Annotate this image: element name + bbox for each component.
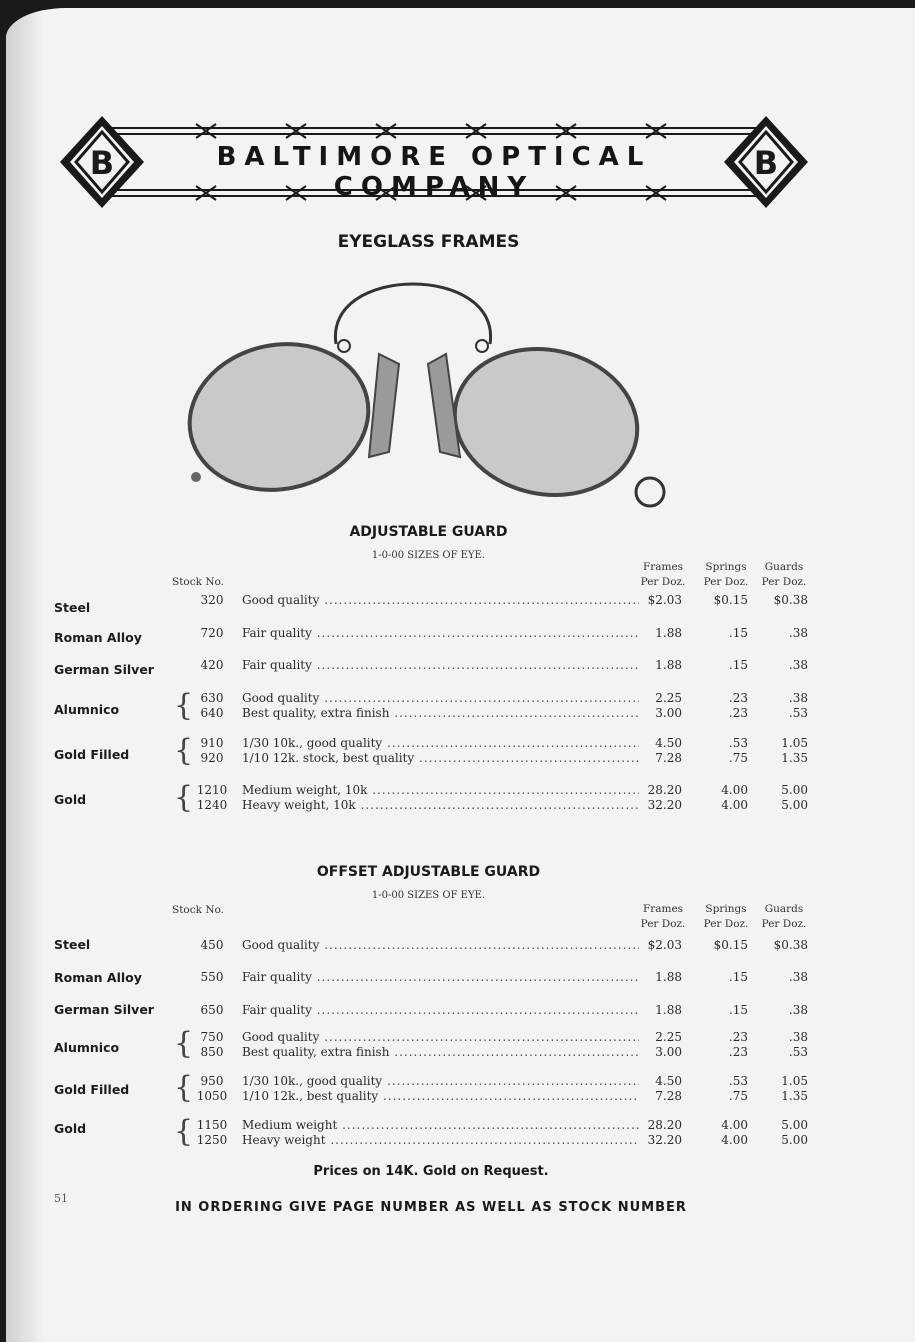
category-label: German Silver	[54, 1002, 154, 1017]
category-label: German Silver	[54, 662, 154, 677]
order-note: IN ORDERING GIVE PAGE NUMBER AS WELL AS STOCK NUMBER	[175, 1200, 687, 1215]
right-logo-icon	[724, 116, 808, 208]
pince-nez-illustration	[184, 272, 674, 512]
category-label: Roman Alloy	[54, 630, 142, 645]
page-number: 51	[54, 1192, 68, 1205]
svg-text:B: B	[753, 144, 779, 182]
stock-header: Stock No.	[172, 576, 224, 588]
company-name: BALTIMORE OPTICAL COMPANY	[216, 142, 652, 202]
guards-header: Guards Per Doz.	[761, 903, 807, 930]
category-label: Gold Filled	[54, 747, 130, 762]
section-title-adjustable-guard: ADJUSTABLE GUARD	[349, 524, 508, 540]
springs-header: Springs Per Doz.	[703, 561, 749, 588]
sizes-note: 1-0-00 SIZES OF EYE.	[371, 550, 486, 561]
brace-icon: {	[174, 1114, 194, 1149]
catalog-page: B B BALTIMORE OPTICAL COMPANY EYEGLASS FRAMES ADJUSTABLE GUARD 1-0-00 SIZES OF EYE. Stock No. Frames Per Doz. Springs Per Doz. Guards Per Doz. Steel 320 Good quality ..... $2.03 $0.15 $0.38 Roman Alloy 720 Fair quality ..... 1.88 .15 .38 German Silver 420 Fair quality ..... 1.88 .15 .38 Alumnico { 630 Good quality ..... 2.25 .23 .38 640 Best quality, extra finish ..... 3.00 .23 .53 Gold Filled { 910 1/30 10k., good quality ..... 4.50 .53 1.05 920 1/10 12k. stock, best quality ..... 7.28 .75 1.35 Gold { 1210 Medium weight, 10k ..... 28.20 4.00 5.00 1240 Heavy weight, 10k ..... 32.20 4.00 5.00 OFFSET ADJUSTABLE GUARD 1-0-00 SIZES OF EYE. Stock No. Frames Per Doz. Springs Per Doz. Guards Per Doz. Steel 450 Good quality ..... $2.03 $0.15 $0.38 Roman Alloy 550 Fair quality ..... 1.88 .15 .38 German Silver 650 Fair quality ..... 1.88 .15 .38 Alumnico { 750 Good quality ..... 2.25 .23 .38 850 Best quality, extra finish ..... 3.00 .23 .53 Gold Filled { 950 1/30 10k., good quality ..... 4.50 .53 1.05 1050 1/10 12k., best quality ..... 7.28 .75 1.35 Gold { 1150 Medium weight ..... 28.20 4.00 5.00 1250 Heavy weight ..... 32.20 4.00 5.00 Prices on 14K. Gold on Request. 51 IN ORDERING GIVE PAGE NUMBER AS WELL AS STOCK NUMBER	[6, 8, 915, 1342]
category-label: Gold	[54, 792, 87, 807]
category-label: Alumnico	[54, 1040, 120, 1055]
frames-header: Frames Per Doz.	[640, 903, 686, 930]
brace-icon: {	[174, 1070, 194, 1105]
category-label: Steel	[54, 600, 91, 615]
sizes-note: 1-0-00 SIZES OF EYE.	[371, 890, 486, 901]
section-title-offset-adjustable-guard: OFFSET ADJUSTABLE GUARD	[316, 864, 541, 880]
category-label: Steel	[54, 937, 91, 952]
brace-icon: {	[174, 1026, 194, 1061]
brace-icon: {	[174, 733, 194, 768]
category-label: Alumnico	[54, 702, 120, 717]
brace-icon: {	[174, 688, 194, 723]
stock-header: Stock No.	[172, 904, 224, 916]
category-label: Gold	[54, 1121, 87, 1136]
springs-header: Springs Per Doz.	[703, 903, 749, 930]
frames-header: Frames Per Doz.	[640, 561, 686, 588]
brace-icon: {	[174, 780, 194, 815]
category-label: Gold Filled	[54, 1082, 130, 1097]
left-logo-icon	[60, 116, 144, 208]
category-label: Roman Alloy	[54, 970, 142, 985]
price-note: Prices on 14K. Gold on Request.	[313, 1164, 549, 1179]
svg-text:B: B	[89, 144, 115, 182]
guards-header: Guards Per Doz.	[761, 561, 807, 588]
page-title: EYEGLASS FRAMES	[337, 232, 520, 252]
